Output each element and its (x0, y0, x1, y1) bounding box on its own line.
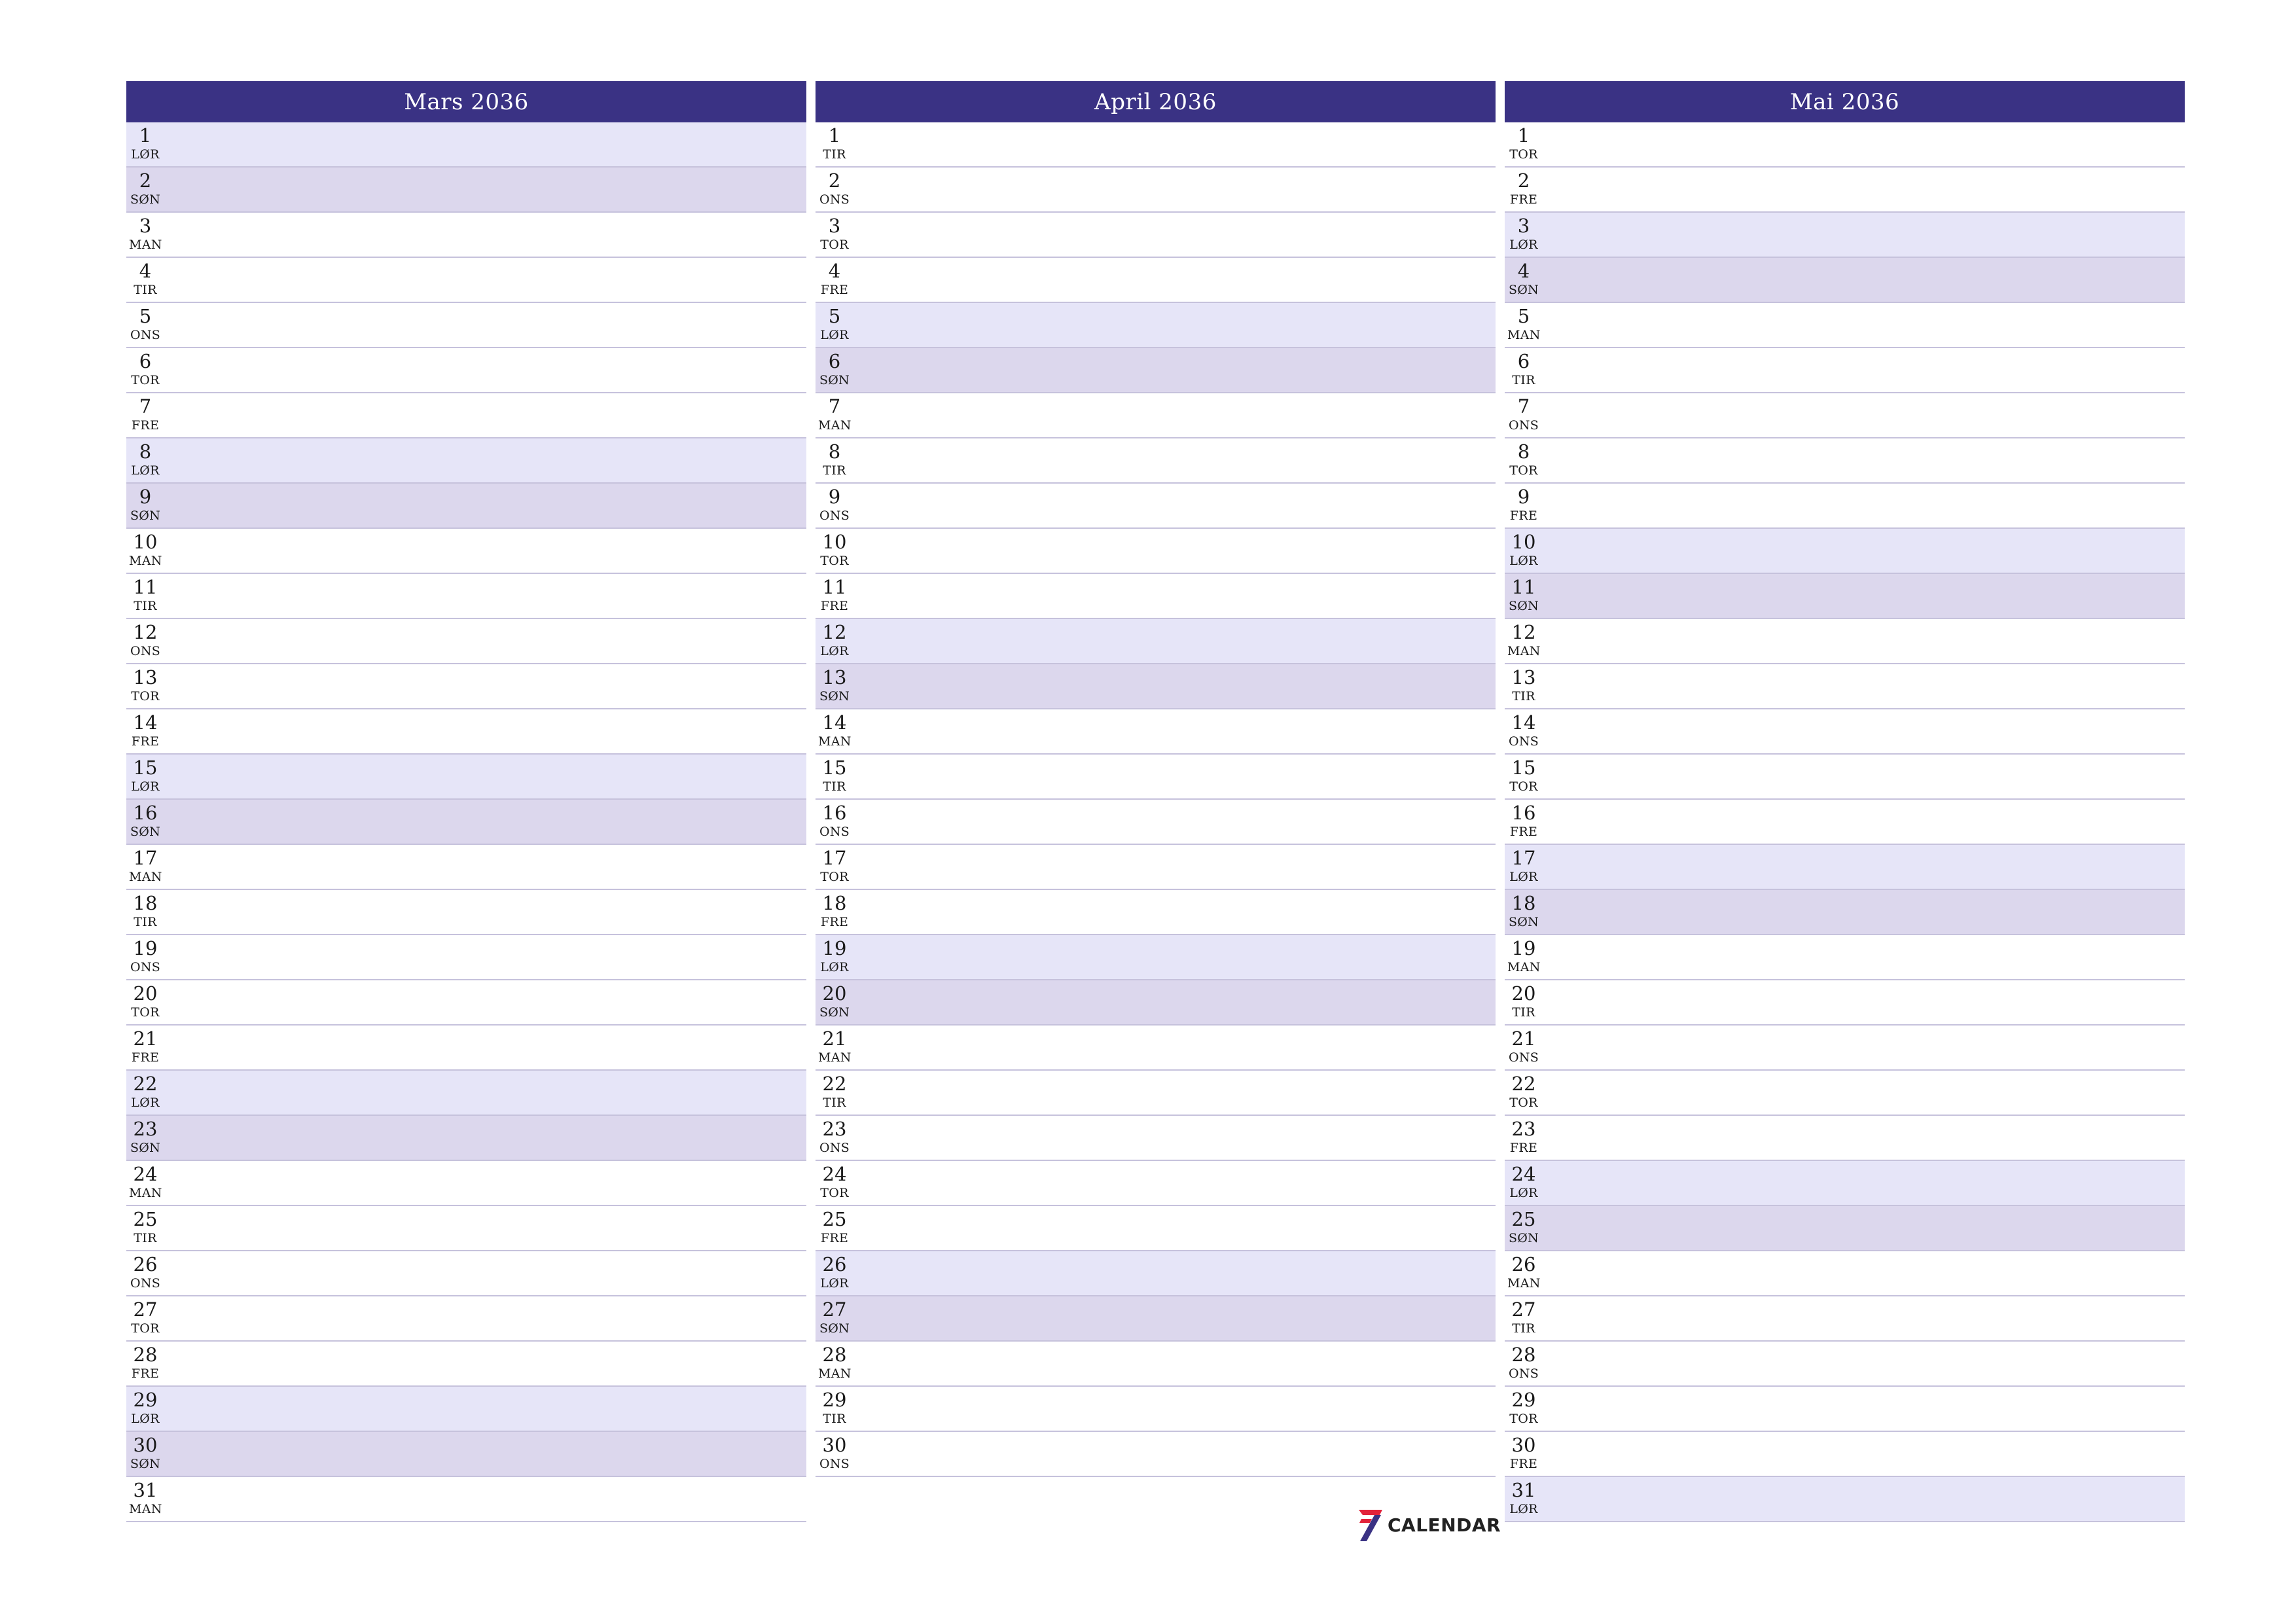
day-number: 29 (133, 1389, 158, 1411)
day-number: 19 (822, 937, 847, 959)
weekday-label: FRE (820, 1231, 849, 1245)
weekday-label: SØN (130, 1457, 161, 1471)
weekday-label: TIR (1512, 689, 1535, 704)
seven-logo-icon (1354, 1507, 1384, 1543)
day-row (126, 800, 806, 845)
day-row (816, 303, 1496, 348)
weekday-label: MAN (129, 1186, 162, 1200)
day-number: 25 (133, 1208, 158, 1230)
month-title: Mars 2036 (126, 81, 806, 122)
day-number: 4 (1517, 260, 1530, 282)
day-row (816, 122, 1496, 168)
day-row (126, 574, 806, 619)
day-row (1505, 348, 2185, 393)
day-row (126, 664, 806, 709)
day-row (1505, 890, 2185, 935)
day-number: 23 (822, 1118, 847, 1140)
weekday-label: FRE (820, 283, 849, 297)
weekday-label: FRE (1509, 1141, 1538, 1155)
weekday-label: TIR (134, 915, 157, 929)
month-title: Mai 2036 (1505, 81, 2185, 122)
day-number: 24 (133, 1163, 158, 1185)
weekday-label: ONS (130, 960, 161, 974)
weekday-label: TOR (131, 1005, 160, 1020)
day-row (126, 1432, 806, 1477)
day-number: 26 (1511, 1253, 1536, 1275)
day-number: 30 (1511, 1434, 1536, 1456)
day-number: 12 (822, 621, 847, 643)
weekday-label: ONS (1508, 1050, 1539, 1065)
day-row (816, 168, 1496, 213)
day-row (816, 935, 1496, 980)
weekday-label: ONS (1508, 734, 1539, 749)
weekday-label: MAN (129, 1502, 162, 1516)
weekday-label: LØR (131, 779, 160, 794)
day-row (126, 935, 806, 980)
day-number: 1 (828, 124, 841, 147)
day-number: 28 (1511, 1344, 1536, 1366)
day-row (1505, 1432, 2185, 1477)
day-number: 9 (1517, 486, 1530, 508)
day-row (816, 258, 1496, 303)
day-number: 22 (133, 1073, 158, 1095)
day-number: 10 (822, 531, 847, 553)
weekday-label: TOR (1509, 1096, 1538, 1110)
weekday-label: SØN (819, 1321, 850, 1336)
day-number: 7 (828, 395, 841, 418)
weekday-label: MAN (1507, 1276, 1541, 1291)
weekday-label: TOR (1509, 147, 1538, 162)
day-row (1505, 1477, 2185, 1522)
day-row (126, 755, 806, 800)
day-row (1505, 980, 2185, 1026)
weekday-label: MAN (1507, 960, 1541, 974)
weekday-label: SØN (130, 1141, 161, 1155)
day-number: 29 (822, 1389, 847, 1411)
day-number: 1 (1517, 124, 1530, 147)
weekday-label: FRE (131, 734, 160, 749)
day-list (126, 122, 806, 1522)
weekday-label: SØN (1508, 283, 1539, 297)
day-row (816, 800, 1496, 845)
day-number: 24 (822, 1163, 847, 1185)
weekday-label: SØN (819, 373, 850, 387)
weekday-label: TOR (131, 689, 160, 704)
day-row (816, 755, 1496, 800)
weekday-label: LØR (1509, 870, 1538, 884)
day-row (126, 845, 806, 890)
weekday-label: LØR (820, 1276, 849, 1291)
day-number: 18 (822, 892, 847, 914)
day-row (126, 168, 806, 213)
day-number: 22 (1511, 1073, 1536, 1095)
day-row (816, 348, 1496, 393)
day-number: 20 (1511, 982, 1536, 1005)
weekday-label: TOR (1509, 463, 1538, 478)
day-row (1505, 664, 2185, 709)
day-number: 1 (139, 124, 152, 147)
day-number: 12 (133, 621, 158, 643)
weekday-label: TIR (823, 147, 846, 162)
day-row (126, 122, 806, 168)
day-number: 3 (139, 215, 152, 237)
weekday-label: ONS (130, 328, 161, 342)
day-row (1505, 122, 2185, 168)
day-number: 14 (1511, 711, 1536, 734)
day-row (1505, 845, 2185, 890)
day-number: 30 (133, 1434, 158, 1456)
day-row (1505, 755, 2185, 800)
weekday-label: TOR (1509, 1412, 1538, 1426)
day-row (816, 890, 1496, 935)
day-row (816, 1071, 1496, 1116)
day-row (816, 980, 1496, 1026)
weekday-label: TOR (820, 554, 849, 568)
day-number: 23 (1511, 1118, 1536, 1140)
day-row (1505, 1251, 2185, 1296)
weekday-label: MAN (818, 734, 852, 749)
weekday-label: LØR (1509, 238, 1538, 252)
day-number: 8 (1517, 440, 1530, 463)
day-row (1505, 1116, 2185, 1161)
day-row (126, 1026, 806, 1071)
month-column (126, 81, 806, 1522)
day-row (1505, 1296, 2185, 1342)
day-number: 8 (828, 440, 841, 463)
weekday-label: LØR (1509, 1186, 1538, 1200)
day-number: 7 (1517, 395, 1530, 418)
weekday-label: LØR (820, 644, 849, 658)
weekday-label: SØN (819, 689, 850, 704)
day-number: 25 (822, 1208, 847, 1230)
weekday-label: TIR (1512, 373, 1535, 387)
day-number: 17 (1511, 847, 1536, 869)
day-number: 27 (822, 1298, 847, 1321)
day-number: 9 (828, 486, 841, 508)
weekday-label: FRE (1509, 508, 1538, 523)
day-row (1505, 484, 2185, 529)
weekday-label: SØN (130, 192, 161, 207)
day-number: 6 (828, 350, 841, 372)
day-number: 4 (139, 260, 152, 282)
day-row (126, 1342, 806, 1387)
day-number: 19 (133, 937, 158, 959)
day-row (1505, 213, 2185, 258)
month-title: April 2036 (816, 81, 1496, 122)
weekday-label: TIR (1512, 1005, 1535, 1020)
weekday-label: SØN (1508, 599, 1539, 613)
day-row (1505, 619, 2185, 664)
weekday-label: FRE (820, 599, 849, 613)
day-number: 31 (133, 1479, 158, 1501)
day-row (816, 1026, 1496, 1071)
day-number: 13 (133, 666, 158, 688)
day-row (1505, 529, 2185, 574)
weekday-label: TOR (1509, 779, 1538, 794)
day-row (816, 619, 1496, 664)
day-number: 3 (1517, 215, 1530, 237)
day-row (816, 1161, 1496, 1206)
weekday-label: SØN (1508, 1231, 1539, 1245)
day-row (816, 664, 1496, 709)
day-row (1505, 438, 2185, 484)
day-row (1505, 1342, 2185, 1387)
day-number: 5 (828, 305, 841, 327)
day-row (1505, 1026, 2185, 1071)
day-row (126, 213, 806, 258)
day-number: 31 (1511, 1479, 1536, 1501)
weekday-label: MAN (818, 1366, 852, 1381)
day-row (126, 1161, 806, 1206)
day-row (126, 709, 806, 755)
day-number: 30 (822, 1434, 847, 1456)
month-column (816, 81, 1496, 1522)
weekday-label: ONS (130, 644, 161, 658)
three-month-calendar (126, 81, 2185, 1522)
day-number: 3 (828, 215, 841, 237)
day-number: 29 (1511, 1389, 1536, 1411)
day-row (816, 393, 1496, 438)
weekday-label: TOR (820, 1186, 849, 1200)
day-row (816, 1387, 1496, 1432)
weekday-label: SØN (130, 825, 161, 839)
day-row (126, 890, 806, 935)
weekday-label: SØN (1508, 915, 1539, 929)
day-number: 11 (133, 576, 158, 598)
day-number: 28 (822, 1344, 847, 1366)
weekday-label: FRE (131, 1050, 160, 1065)
weekday-label: ONS (1508, 1366, 1539, 1381)
weekday-label: TIR (823, 1412, 846, 1426)
day-list (1505, 122, 2185, 1522)
day-number: 26 (822, 1253, 847, 1275)
day-number: 2 (828, 169, 841, 192)
day-number: 16 (1511, 802, 1536, 824)
day-row (126, 438, 806, 484)
weekday-label: FRE (820, 915, 849, 929)
weekday-label: TIR (823, 463, 846, 478)
day-row (126, 484, 806, 529)
weekday-label: TIR (134, 1231, 157, 1245)
day-number: 10 (133, 531, 158, 553)
day-row (126, 1116, 806, 1161)
weekday-label: SØN (819, 1005, 850, 1020)
day-row (126, 1296, 806, 1342)
weekday-label: MAN (129, 870, 162, 884)
day-number: 19 (1511, 937, 1536, 959)
weekday-label: MAN (129, 238, 162, 252)
day-number: 18 (1511, 892, 1536, 914)
day-list (816, 122, 1496, 1477)
weekday-label: ONS (1508, 418, 1539, 433)
weekday-label: LØR (131, 463, 160, 478)
brand-logo (1354, 1507, 1501, 1543)
weekday-label: FRE (1509, 192, 1538, 207)
weekday-label: LØR (131, 147, 160, 162)
weekday-label: SØN (130, 508, 161, 523)
day-number: 5 (1517, 305, 1530, 327)
day-row (816, 709, 1496, 755)
day-row (126, 1251, 806, 1296)
day-row (126, 1387, 806, 1432)
day-row (816, 1206, 1496, 1251)
day-row (1505, 1161, 2185, 1206)
weekday-label: FRE (1509, 825, 1538, 839)
weekday-label: TIR (1512, 1321, 1535, 1336)
weekday-label: TOR (820, 870, 849, 884)
day-number: 14 (822, 711, 847, 734)
weekday-label: TOR (131, 1321, 160, 1336)
day-row (126, 348, 806, 393)
day-row (1505, 800, 2185, 845)
day-number: 21 (822, 1027, 847, 1050)
day-number: 28 (133, 1344, 158, 1366)
day-number: 23 (133, 1118, 158, 1140)
weekday-label: TOR (820, 238, 849, 252)
weekday-label: ONS (819, 825, 850, 839)
weekday-label: LØR (131, 1412, 160, 1426)
day-number: 4 (828, 260, 841, 282)
day-number: 13 (1511, 666, 1536, 688)
day-number: 15 (822, 757, 847, 779)
day-number: 20 (822, 982, 847, 1005)
day-number: 11 (822, 576, 847, 598)
day-row (1505, 303, 2185, 348)
day-row (126, 303, 806, 348)
day-number: 27 (133, 1298, 158, 1321)
day-number: 12 (1511, 621, 1536, 643)
weekday-label: LØR (820, 328, 849, 342)
day-row (1505, 935, 2185, 980)
day-row (816, 845, 1496, 890)
day-number: 8 (139, 440, 152, 463)
weekday-label: LØR (1509, 554, 1538, 568)
day-row (816, 1116, 1496, 1161)
day-row (126, 619, 806, 664)
day-row (816, 484, 1496, 529)
weekday-label: TIR (134, 599, 157, 613)
logo-text: CALENDAR (1388, 1514, 1501, 1536)
day-number: 7 (139, 395, 152, 418)
weekday-label: MAN (818, 1050, 852, 1065)
day-number: 17 (822, 847, 847, 869)
weekday-label: TIR (823, 1096, 846, 1110)
day-number: 16 (133, 802, 158, 824)
day-number: 15 (133, 757, 158, 779)
day-row (816, 574, 1496, 619)
weekday-label: ONS (819, 1457, 850, 1471)
day-row (1505, 1387, 2185, 1432)
weekday-label: MAN (1507, 328, 1541, 342)
weekday-label: FRE (1509, 1457, 1538, 1471)
weekday-label: TIR (134, 283, 157, 297)
day-row (1505, 574, 2185, 619)
day-row (1505, 258, 2185, 303)
day-row (816, 1342, 1496, 1387)
day-row (126, 1206, 806, 1251)
weekday-label: TIR (823, 779, 846, 794)
day-number: 21 (133, 1027, 158, 1050)
weekday-label: MAN (1507, 644, 1541, 658)
weekday-label: MAN (129, 554, 162, 568)
day-number: 2 (139, 169, 152, 192)
day-number: 14 (133, 711, 158, 734)
weekday-label: LØR (1509, 1502, 1538, 1516)
day-number: 11 (1511, 576, 1536, 598)
weekday-label: TOR (131, 373, 160, 387)
day-row (126, 1477, 806, 1522)
day-row (816, 1432, 1496, 1477)
day-number: 10 (1511, 531, 1536, 553)
weekday-label: FRE (131, 1366, 160, 1381)
day-number: 16 (822, 802, 847, 824)
day-row (1505, 1206, 2185, 1251)
day-row (126, 258, 806, 303)
day-row (816, 529, 1496, 574)
day-number: 5 (139, 305, 152, 327)
weekday-label: ONS (819, 1141, 850, 1155)
day-row (816, 438, 1496, 484)
weekday-label: MAN (818, 418, 852, 433)
day-row (126, 980, 806, 1026)
day-row (1505, 709, 2185, 755)
day-number: 17 (133, 847, 158, 869)
day-number: 21 (1511, 1027, 1536, 1050)
day-number: 18 (133, 892, 158, 914)
weekday-label: LØR (131, 1096, 160, 1110)
day-row (1505, 393, 2185, 438)
day-row (816, 1296, 1496, 1342)
weekday-label: ONS (819, 508, 850, 523)
weekday-label: LØR (820, 960, 849, 974)
day-row (816, 1251, 1496, 1296)
day-number: 26 (133, 1253, 158, 1275)
day-row (1505, 1071, 2185, 1116)
month-column (1505, 81, 2185, 1522)
weekday-label: FRE (131, 418, 160, 433)
weekday-label: ONS (819, 192, 850, 207)
weekday-label: ONS (130, 1276, 161, 1291)
day-number: 22 (822, 1073, 847, 1095)
day-number: 27 (1511, 1298, 1536, 1321)
day-number: 9 (139, 486, 152, 508)
day-row (126, 529, 806, 574)
day-number: 2 (1517, 169, 1530, 192)
day-number: 20 (133, 982, 158, 1005)
day-number: 13 (822, 666, 847, 688)
day-row (1505, 168, 2185, 213)
day-number: 6 (1517, 350, 1530, 372)
day-number: 6 (139, 350, 152, 372)
day-number: 25 (1511, 1208, 1536, 1230)
day-number: 15 (1511, 757, 1536, 779)
day-row (816, 213, 1496, 258)
day-number: 24 (1511, 1163, 1536, 1185)
day-row (126, 393, 806, 438)
day-row (126, 1071, 806, 1116)
